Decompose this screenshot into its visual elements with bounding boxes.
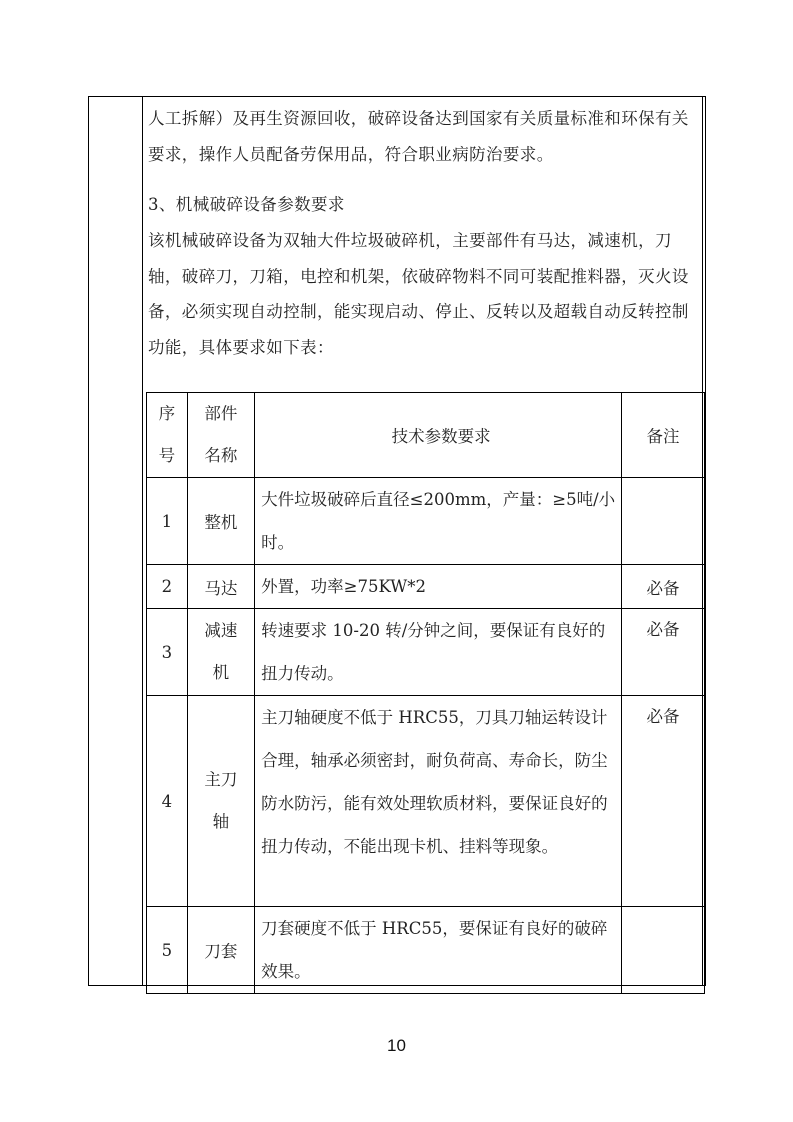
table-row xyxy=(147,609,705,696)
row-name: 整机 xyxy=(187,478,255,565)
row-spec: 刀套硬度不低于 HRC55，要保证有良好的破碎效果。 xyxy=(255,907,622,994)
row-note: 必备 xyxy=(622,565,705,609)
row-no: 5 xyxy=(147,907,188,994)
outer-label-column xyxy=(89,97,143,985)
row-note xyxy=(622,478,705,565)
header-note: 备注 xyxy=(622,393,705,478)
table-row xyxy=(147,696,705,907)
row-spec: 大件垃圾破碎后直径≤200mm，产量：≥5吨/小时。 xyxy=(255,478,622,565)
row-name: 减速机 xyxy=(187,609,255,696)
row-spec: 外置，功率≥75KW*2 xyxy=(255,565,622,609)
page-number: 10 xyxy=(387,1036,406,1055)
table-row xyxy=(147,478,705,565)
paragraph-requirements: 人工拆解）及再生资源回收，破碎设备达到国家有关质量标准和环保有关要求，操作人员配备劳保用品，符合职业病防治要求。 xyxy=(148,109,689,164)
row-no: 4 xyxy=(147,696,188,907)
row-no: 3 xyxy=(147,609,188,696)
row-note: 必备 xyxy=(622,609,705,696)
row-name: 主刀轴 xyxy=(187,696,255,907)
row-name: 刀套 xyxy=(187,907,255,994)
row-no: 2 xyxy=(147,565,188,609)
header-no: 序号 xyxy=(147,393,188,478)
header-spec: 技术参数要求 xyxy=(255,393,622,478)
table-header-row xyxy=(147,393,705,478)
table-row xyxy=(147,907,705,994)
row-spec: 主刀轴硬度不低于 HRC55，刀具刀轴运转设计合理，轴承必须密封，耐负荷高、寿命长，防尘防水防污，能有效处理软质材料，要保证良好的扭力传动，不能出现卡机、挂料等现象。 xyxy=(255,696,622,907)
outer-table xyxy=(88,96,706,986)
row-note: 必备 xyxy=(622,696,705,907)
table-row xyxy=(147,565,705,609)
row-no: 1 xyxy=(147,478,188,565)
row-note xyxy=(622,907,705,994)
header-name: 部件名称 xyxy=(187,393,255,478)
row-name: 马达 xyxy=(187,565,255,609)
parameter-table xyxy=(146,392,705,994)
row-spec: 转速要求 10-20 转/分钟之间，要保证有良好的扭力传动。 xyxy=(255,609,622,696)
section-heading: 3、机械破碎设备参数要求 xyxy=(148,195,345,214)
paragraph-equipment-description: 该机械破碎设备为双轴大件垃圾破碎机，主要部件有马达，减速机，刀轴，破碎刀，刀箱，电控和机架，依破碎物料不同可装配推料器，灭火设备，必须实现自动控制，能实现启动、停止、反转以及超载自动反转控制功能，具体要求如下表： xyxy=(148,231,689,357)
